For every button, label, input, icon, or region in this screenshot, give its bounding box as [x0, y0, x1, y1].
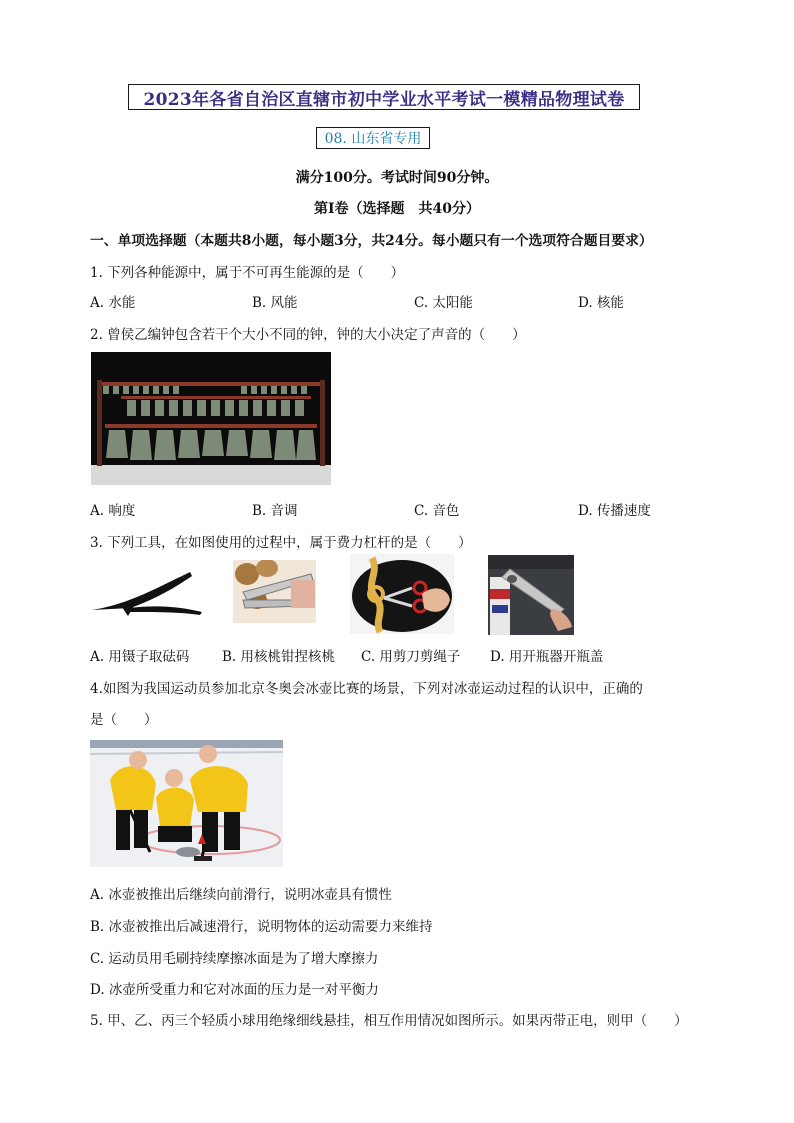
curling-image — [90, 740, 283, 867]
q3-option-c[interactable]: C. 用剪刀剪绳子 — [361, 649, 461, 665]
tweezers-image — [90, 568, 210, 623]
scissors-rope-image — [350, 554, 454, 634]
q4-option-b[interactable]: B. 冰壶被推出后减速滑行，说明物体的运动需要力来维持 — [90, 919, 433, 935]
q3-option-d[interactable]: D. 用开瓶器开瓶盖 — [490, 649, 604, 665]
nutcracker-image — [233, 560, 316, 623]
question-2-stem: 2. 曾侯乙编钟包含若干个大小不同的钟，钟的大小决定了声音的（ ） — [90, 327, 526, 343]
q1-option-c[interactable]: C. 太阳能 — [414, 295, 473, 311]
exam-subtitle: 08. 山东省专用 — [316, 127, 430, 149]
q4-option-a[interactable]: A. 冰壶被推出后继续向前滑行，说明冰壶具有惯性 — [90, 887, 392, 903]
q1-option-d[interactable]: D. 核能 — [578, 295, 624, 311]
q1-option-a[interactable]: A. 水能 — [90, 295, 136, 311]
question-1-stem: 1. 下列各种能源中，属于不可再生能源的是（ ） — [90, 265, 405, 281]
section-title: 第Ⅰ卷（选择题 共40分） — [313, 201, 481, 217]
question-3-stem: 3. 下列工具，在如图使用的过程中，属于费力杠杆的是（ ） — [90, 535, 472, 551]
q1-option-b[interactable]: B. 风能 — [252, 295, 298, 311]
score-info: 满分100分。考试时间90分钟。 — [295, 170, 499, 186]
bianzhong-bells-image — [91, 352, 331, 485]
question-4-stem-line2: 是（ ） — [90, 712, 158, 728]
part1-heading: 一、单项选择题（本题共8小题，每小题3分，共24分。每小题只有一个选项符合题目要求） — [90, 233, 653, 249]
q2-option-a[interactable]: A. 响度 — [90, 503, 136, 519]
q2-option-d[interactable]: D. 传播速度 — [578, 503, 651, 519]
question-5-stem: 5. 甲、乙、丙三个轻质小球用绝缘细线悬挂，相互作用情况如图所示。如果丙带正电，则甲（ ） — [90, 1013, 688, 1029]
bottle-opener-image — [488, 555, 574, 635]
q4-option-d[interactable]: D. 冰壶所受重力和它对冰面的压力是一对平衡力 — [90, 982, 379, 998]
exam-title: 2023年各省自治区直辖市初中学业水平考试一模精品物理试卷 — [128, 84, 640, 110]
q2-option-c[interactable]: C. 音色 — [414, 503, 460, 519]
question-4-stem-line1: 4.如图为我国运动员参加北京冬奥会冰壶比赛的场景，下列对冰壶运动过程的认识中，正确的 — [90, 681, 643, 697]
q3-option-b[interactable]: B. 用核桃钳捏核桃 — [222, 649, 336, 665]
q4-option-c[interactable]: C. 运动员用毛刷持续摩擦冰面是为了增大摩擦力 — [90, 951, 379, 967]
q2-option-b[interactable]: B. 音调 — [252, 503, 298, 519]
q3-option-a[interactable]: A. 用镊子取砝码 — [90, 649, 190, 665]
